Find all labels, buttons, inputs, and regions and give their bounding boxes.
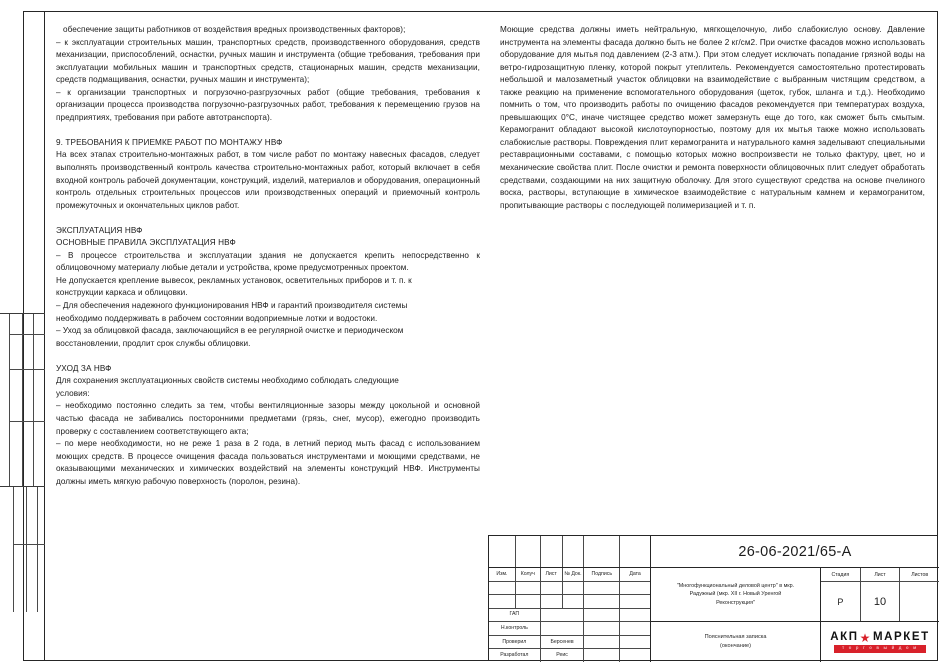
project-title [651,568,820,622]
document-title-line-1: Пояснительная записка [704,634,767,641]
paragraph: – В процессе строительства и эксплуатации здания не допускается крепить непосредственно к облицовочному материалу любые детали и устройства, кроме предусмотренных проектом. [56,250,480,273]
role-name-razrabotal: Реис [541,649,585,662]
cell [541,582,563,595]
cell [620,536,650,567]
stage-header-row [821,568,939,582]
cell [516,582,541,595]
stage-values-row [821,582,939,622]
paragraph: – по мере необходимости, но не реже 1 раза в 2 года, в летний период мыть фасад с использованием моющих средств. В процессе очищения фасада пользоваться инструментами и моющими средствами, не оказывающими механических и химических воздействий на элементы конструкций НВФ. Инструменты должны иметь мягкую рабочую поверхность (поролон, резина). [56,439,480,486]
col-header-list: Лист [541,568,563,581]
binding-stamp-table-upper [0,313,45,487]
document-title-line-2: (окончание) [720,643,751,649]
binding-stamp-table-lower [9,487,45,612]
right-text-column [500,24,925,212]
cell [584,622,620,635]
title-block-body [489,568,939,662]
paragraph: – к организации транспортных и погрузочно-разгрузочных работ (общие требования, требования к организации процесса производства погрузочно-разгрузочных работ, требования к перемещению грузов на предприятиях, требования при работе автотранспорта). [56,87,480,122]
project-title-line-2: Радужный (мкр. XII г. Новый Уренгой [689,591,782,598]
col-header-kol: Колуч [516,568,541,581]
col-header-izm: Изм. [489,568,516,581]
cell [563,595,585,608]
cell [584,609,620,622]
role-row-razrabotal [489,649,650,662]
paragraph: – необходимо постоянно следить за тем, чтобы вентиляционные зазоры между цокольной и основной частью фасада не забивались посторонними предметами (грязь, снег, мусор), ежегодно производить проверку с составлением соответствующего акта; [56,401,480,436]
cell [584,536,620,567]
role-name-nkontrol [541,622,585,635]
cell [620,649,650,662]
revision-blank-row [489,582,650,596]
logo-word-end: МАРКЕТ [872,630,930,643]
role-name-gap [541,609,585,622]
sheets-total-value [900,582,939,621]
cell [620,636,650,649]
col-header-doc: № Док. [563,568,585,581]
cell [489,582,516,595]
paragraph-spacer [56,124,480,137]
section-heading: УХОД ЗА НВФ [56,363,112,373]
role-label-nkontrol: Н.контроль [489,622,541,635]
cell [563,582,585,595]
logo-tagline: т о р г о в ы й д о м [842,645,918,651]
paragraph: Для сохранения эксплуатационных свойств системы необходимо соблюдать следующие [56,376,399,386]
project-title-line-1: "Многофункциональный деловой центр" в мкр. [676,582,795,589]
project-description-column [651,568,821,662]
title-block-top-row [489,536,939,568]
stage-header-stadia: Стадия [821,568,861,581]
stage-sheet-column [821,568,939,662]
paragraph: – к эксплуатации строительных машин, транспортных средств, производственного оборудования, средств механизации, приспособлений, оснастки, ручных машин и инструмента (общие требования, требования при эксплуатации мобильных машин и транспортных средств, стационарных машин, средств механизации, средств подмащивания, оснастки, ручных машин и инструмента); [56,37,480,85]
logo-word-start: АКП [830,630,859,643]
title-block [488,535,938,661]
role-name-proveril: Берсенев [541,636,585,649]
revision-blank-row [489,595,650,609]
paragraph: – Уход за облицовкой фасада, заключающийся в ее регулярной очистке и периодическом [56,326,404,336]
paragraph-spacer [56,350,480,363]
project-title-line-3: Реконструкция" [716,599,755,606]
paragraph-spacer [56,212,480,225]
cell [620,595,650,608]
cell [620,582,650,595]
stage-value: Р [821,582,861,621]
role-label-razrabotal: Разработал [489,649,541,662]
cell [489,536,516,567]
sheet-number-value: 10 [861,582,901,621]
role-row-proveril [489,636,650,650]
cell [489,595,516,608]
left-text-column [56,24,480,488]
paragraph: На всех этапах строительно-монтажных работ, в том числе работ по монтажу навесных фасадов, следует выполнять производственный контроль качества строительно-монтажных работ, который включает в себя входной контроль рабочей документации, конструкций, изделий, материалов и оборудования, операционный контроль отдельных строительных процессов или производственных операций и приемочный контроль промежуточных и окончательных циклов работ. [56,150,480,210]
paragraph: восстановлении, продлит срок службы облицовки. [56,338,251,348]
col-header-date: Дата [629,570,641,577]
cell [541,536,563,567]
section-subheading: ОСНОВНЫЕ ПРАВИЛА ЭКСПЛУАТАЦИЯ НВФ [56,238,236,248]
logo-wordmark [830,632,930,644]
paragraph: необходимо поддерживать в рабочем состоянии водоприемные лотки и водостоки. [56,313,378,323]
cell [516,595,541,608]
logo-tagline-bar [834,645,926,653]
paragraph: обеспечение защиты работников от воздействия вредных производственных факторов); [63,25,406,34]
col-header-signature: Подпись [584,568,620,581]
cell [584,582,620,595]
cell [620,622,650,635]
cell [541,595,563,608]
cell [563,536,585,567]
stage-header-listov: Листов [911,571,929,578]
role-label-proveril: Проверил [489,636,541,649]
section-heading: 9. ТРЕБОВАНИЯ К ПРИЕМКЕ РАБОТ ПО МОНТАЖУ НВФ [56,137,283,147]
revision-signature-grid [489,568,651,662]
document-title [651,622,820,662]
star-icon: ★ [859,630,872,645]
document-number: 26-06-2021/65-A [738,543,852,560]
cell [516,536,541,567]
role-row-nkontrol [489,622,650,636]
cell [620,609,650,622]
stage-header-list: Лист [861,568,901,581]
role-row-gap [489,609,650,623]
paragraph: – Для обеспечения надежного функционирования НВФ и гарантий производителя системы [56,301,408,311]
cell [584,636,620,649]
role-label-gap: ГАП [489,609,541,622]
top-row-empty-cells [489,536,651,567]
paragraph: конструкции каркаса и облицовки. [56,288,188,298]
paragraph: условия: [56,388,90,398]
section-heading: ЭКСПЛУАТАЦИЯ НВФ [56,225,143,235]
paragraph: Моющие средства должны иметь нейтральную, мягкощелочную, либо слабокислую основу. Давление инструмента на элементы фасада должно быть не более 2 кг/см2. При очистке фасадов можно использовать оборудование для мытья под давлением (2-3 атм.). При этом следует исключать попадание грязной воды на ветро-гидрозащитную пленку, которой покрыт утеплитель. Рекомендуется самостоятельно протестировать небольшой и малозаметный участок облицовки на взаимодействие с выбранным чистящим средством, а также реакцию на применение вспомогательного оборудования (щеток, губок, шланга и т.д.). Необходимо помнить о том, что производить работы по очищению фасадов рекомендуется при температурах воздуха, превышающих 0°С, иначе чистящее средство может замерзнуть еще до того, как сможет быть смытым. Керамогранит обладают высокой кислотоупорностью, поэтому для их мытья также можно использовать слабокислые растворы. Повреждения плит керамогранита и натурального камня заделывают специальными реставрационными составами, с помощью которых можно воспроизвести не только фактуру, цвет, но и механические свойства плит. После очистки и ремонта поверхности облицовочных плит следует обработать средствами, создающими на них защитную оболочку. Для этого существуют средства на основе пчелиного воска, растворы, вступающие в химическое взаимодействие с натуральным камнем и керамогранитом, пропитывающие растворы с последующей полимеризацией и т. п. [500,25,925,210]
cell [584,595,620,608]
cell [584,649,620,662]
company-logo [821,622,939,662]
paragraph: Не допускается крепление вывесок, рекламных установок, осветительных приборов и т. п. к [56,275,412,285]
revision-header-row [489,568,650,582]
